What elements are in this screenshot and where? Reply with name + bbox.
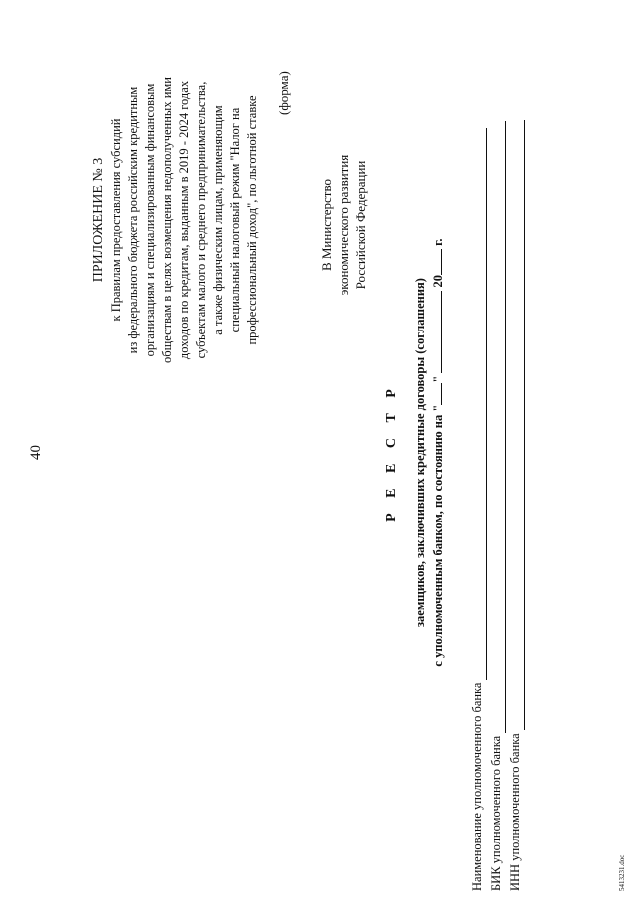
registry-subtitle-line2 [429,0,447,905]
bank-name-field[interactable] [473,128,487,680]
recipient-line: В Министерство [319,178,334,272]
appendix-line: субъектам малого и среднего предпринимательства, [194,81,208,359]
appendix-line: доходов по кредитам, выданным в 2019 - 2024 годах [177,80,191,360]
bank-bik-row [487,120,506,891]
bank-bik-label: БИК уполномоченного банка [489,735,503,891]
recipient-line: Российской Федерации [353,160,368,290]
appendix-title: ПРИЛОЖЕНИЕ № 3 [91,157,106,283]
appendix-line: а также физическим лицам, применяющим [211,105,225,335]
document-code: 5413231.doc [618,854,626,891]
appendix-line: из федерального бюджета российским кредитным [126,86,140,354]
recipient-block [318,65,369,385]
appendix-header [90,55,261,385]
recipient-line: экономического развития [336,154,351,296]
form-label: (форма) [276,71,291,115]
month-blank[interactable] [429,291,442,373]
appendix-line: к Правилам предоставления субсидий [109,118,123,322]
registry-subtitle [412,0,447,905]
year-blank[interactable] [429,249,442,275]
bank-inn-row [506,120,525,891]
appendix-line: профессиональный доход", по льготной ставке [245,95,259,345]
day-blank[interactable] [429,383,442,405]
date-quote: " [431,375,445,383]
appendix-line: обществам в целях возмещения недополученных ими [160,77,174,363]
date-prefix: с уполномоченным банком, по состоянию на " [431,404,445,667]
registry-subtitle-line1: заемщиков, заключивших кредитные договоры (соглашения) [413,278,427,627]
bank-fields [468,120,525,891]
bank-bik-field[interactable] [492,121,506,733]
registry-title: Р Е Е С Т Р [384,383,399,522]
page-number: 40 [28,445,44,460]
year-suffix: г. [431,238,445,246]
year-prefix: 20 [431,274,445,288]
appendix-line: организациям и специализированным финансовым [143,83,157,357]
bank-inn-field[interactable] [511,120,525,730]
appendix-line: специальный налоговый режим "Налог на [228,107,242,333]
bank-inn-label: ИНН уполномоченного банка [508,733,522,891]
bank-name-row [468,120,487,891]
bank-name-label: Наименование уполномоченного банка [470,682,484,891]
